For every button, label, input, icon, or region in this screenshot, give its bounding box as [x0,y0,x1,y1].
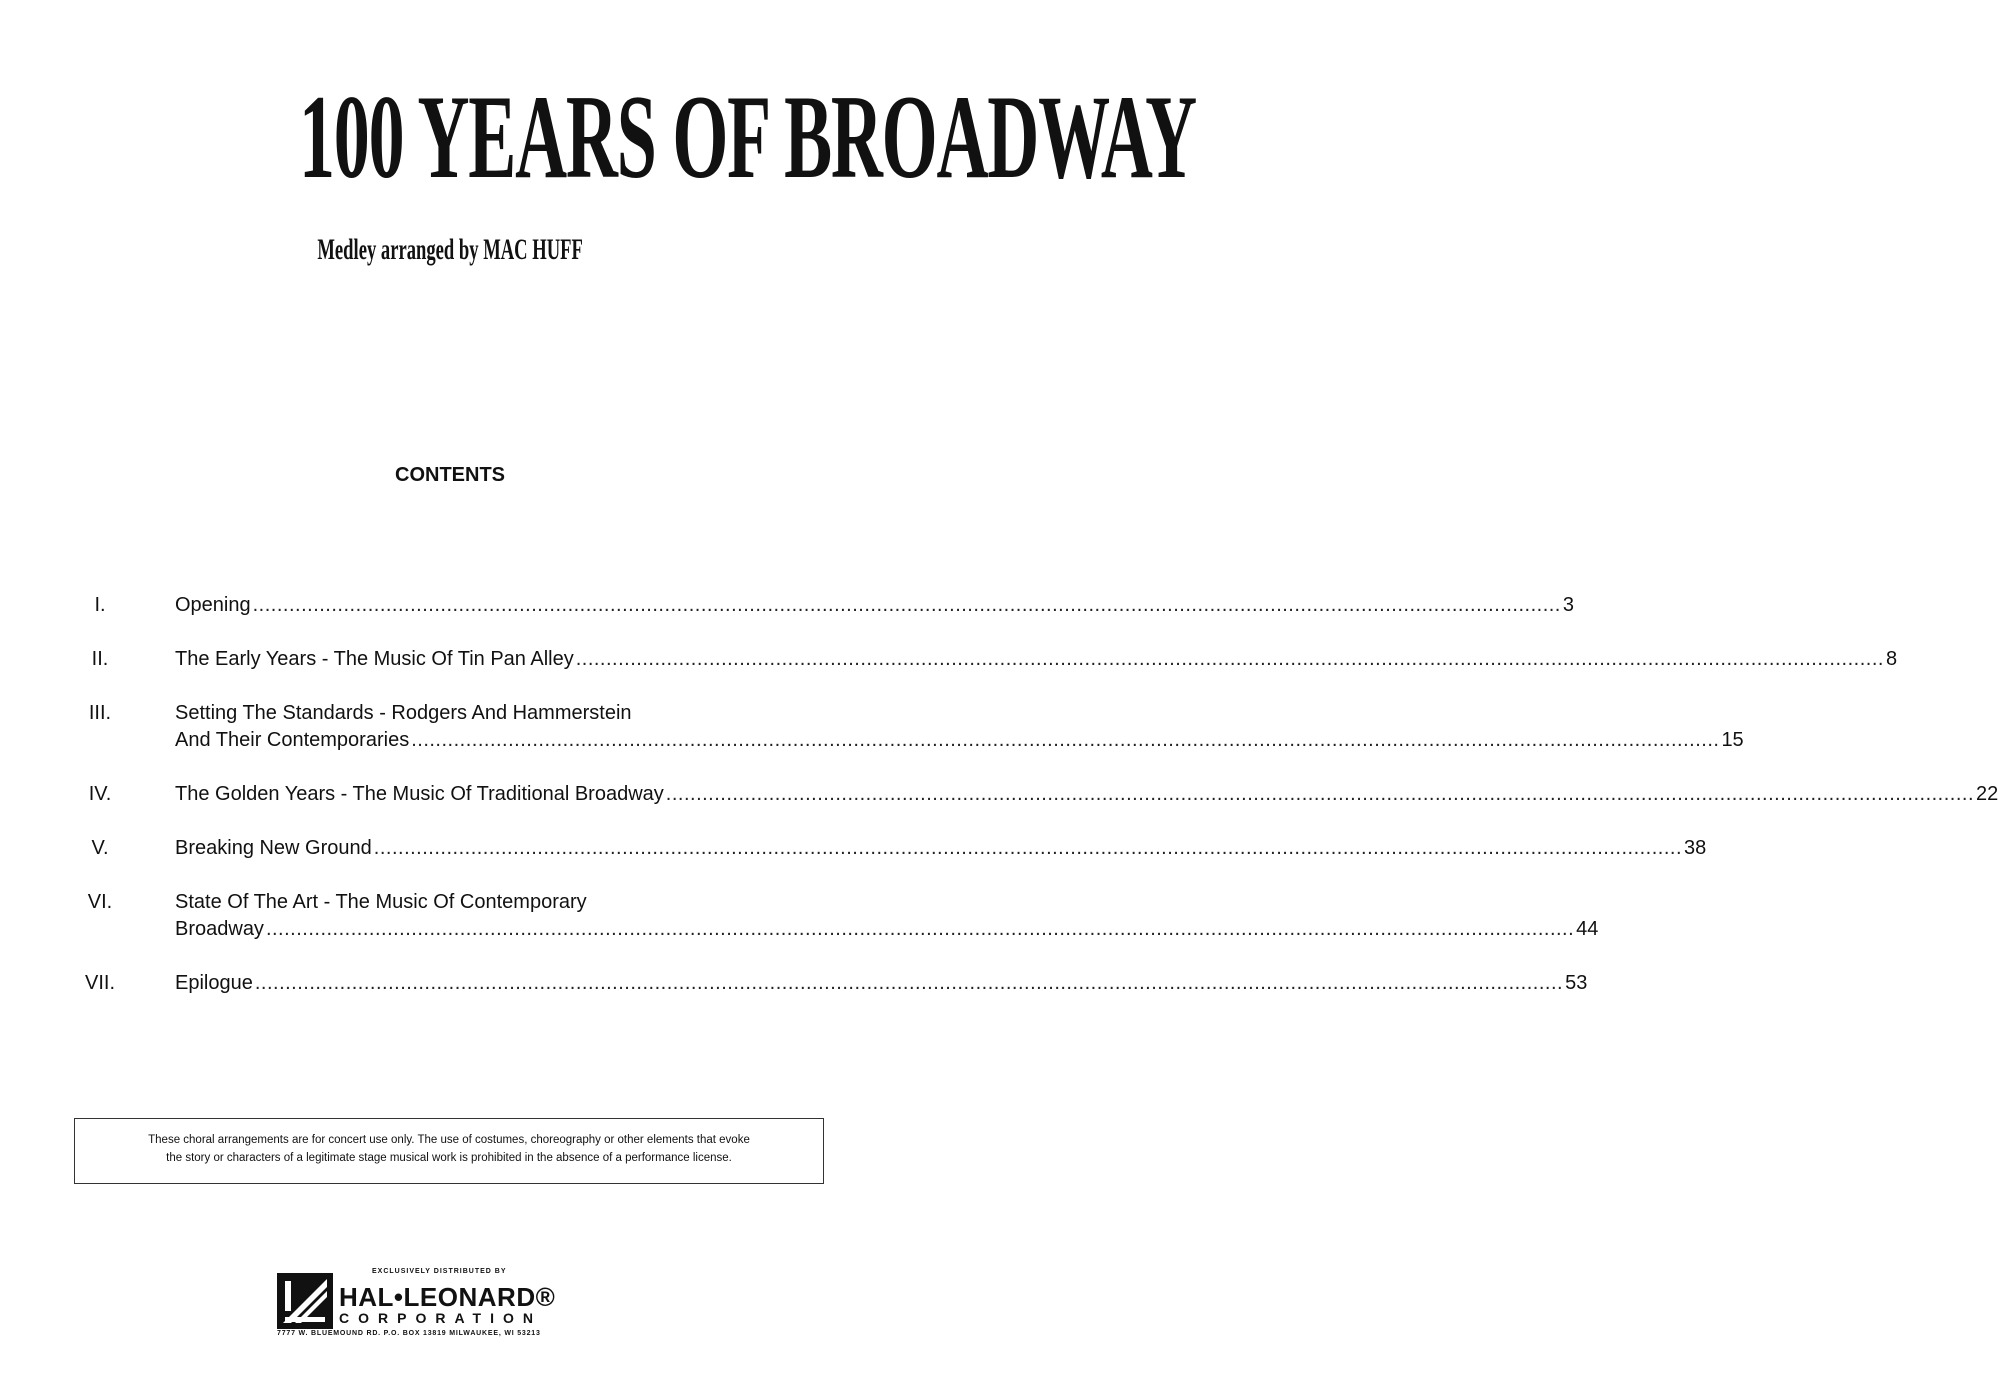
toc-numeral: VI. [87,891,113,913]
toc-page-number: 8 [1885,648,1898,670]
toc-title: The Early Years - The Music Of Tin Pan Alley [175,648,574,670]
subtitle: Medley arranged by MAC HUFF [317,233,583,266]
toc-page-number: 3 [1562,594,1574,616]
toc-entry [80,970,1588,997]
toc-page-number: 38 [1684,837,1707,859]
toc-numeral: III. [88,702,112,724]
toc-title-line: State Of The Art - The Music Of Contemporary [175,891,587,913]
toc-title: Breaking New Ground [175,837,372,859]
hal-leonard-logo-icon [277,1273,333,1329]
toc-page-number: 22 [1976,783,1998,805]
toc-entry [80,889,1599,943]
toc-entry [80,700,1744,754]
toc-page-number: 44 [1576,918,1599,940]
toc-numeral: II. [91,648,109,670]
toc-title: Epilogue [175,972,253,994]
toc-numeral: V. [91,837,109,859]
leader-dots [374,835,1682,862]
toc-entry [80,646,1898,673]
toc-title: Broadway [175,918,264,940]
toc-entry [80,592,1574,619]
toc-title: Opening [175,594,251,616]
toc-title-line: Setting The Standards - Rodgers And Hammerstein [175,702,632,724]
toc-numeral: VII. [84,972,115,994]
leader-dots [576,646,1884,673]
toc-entry [80,781,1998,808]
leader-dots [253,592,1561,619]
table-of-contents [80,592,1998,997]
publisher-address: 7777 W. BLUEMOUND RD. P.O. BOX 13819 MILWAUKEE, WI 53213 [277,1330,541,1337]
toc-title: The Golden Years - The Music Of Traditional Broadway [175,783,664,805]
license-notice [74,1118,824,1184]
toc-numeral: I. [94,594,106,616]
publisher-name: HAL•LEONARD® [339,1282,556,1312]
toc-entry [80,835,1707,862]
leader-dots [255,970,1563,997]
publisher-corporation: CORPORATION [339,1310,542,1326]
license-notice-line: These choral arrangements are for concert use only. The use of costumes, choreography or other elements that evoke [148,1134,750,1146]
toc-page-number: 53 [1565,972,1588,994]
license-notice-line: the story or characters of a legitimate stage musical work is prohibited in the absence of a performance license. [166,1152,732,1164]
leader-dots [411,727,1719,754]
contents-heading: CONTENTS [395,464,505,486]
leader-dots [266,916,1574,943]
toc-numeral: IV. [88,783,112,805]
toc-title: And Their Contemporaries [175,729,410,751]
publisher-logo [277,1268,597,1348]
toc-page-number: 15 [1721,729,1744,751]
leader-dots [666,781,1974,808]
distributed-by: EXCLUSIVELY DISTRIBUTED BY [372,1268,507,1275]
page-title: 100 YEARS OF BROADWAY [298,70,1196,203]
